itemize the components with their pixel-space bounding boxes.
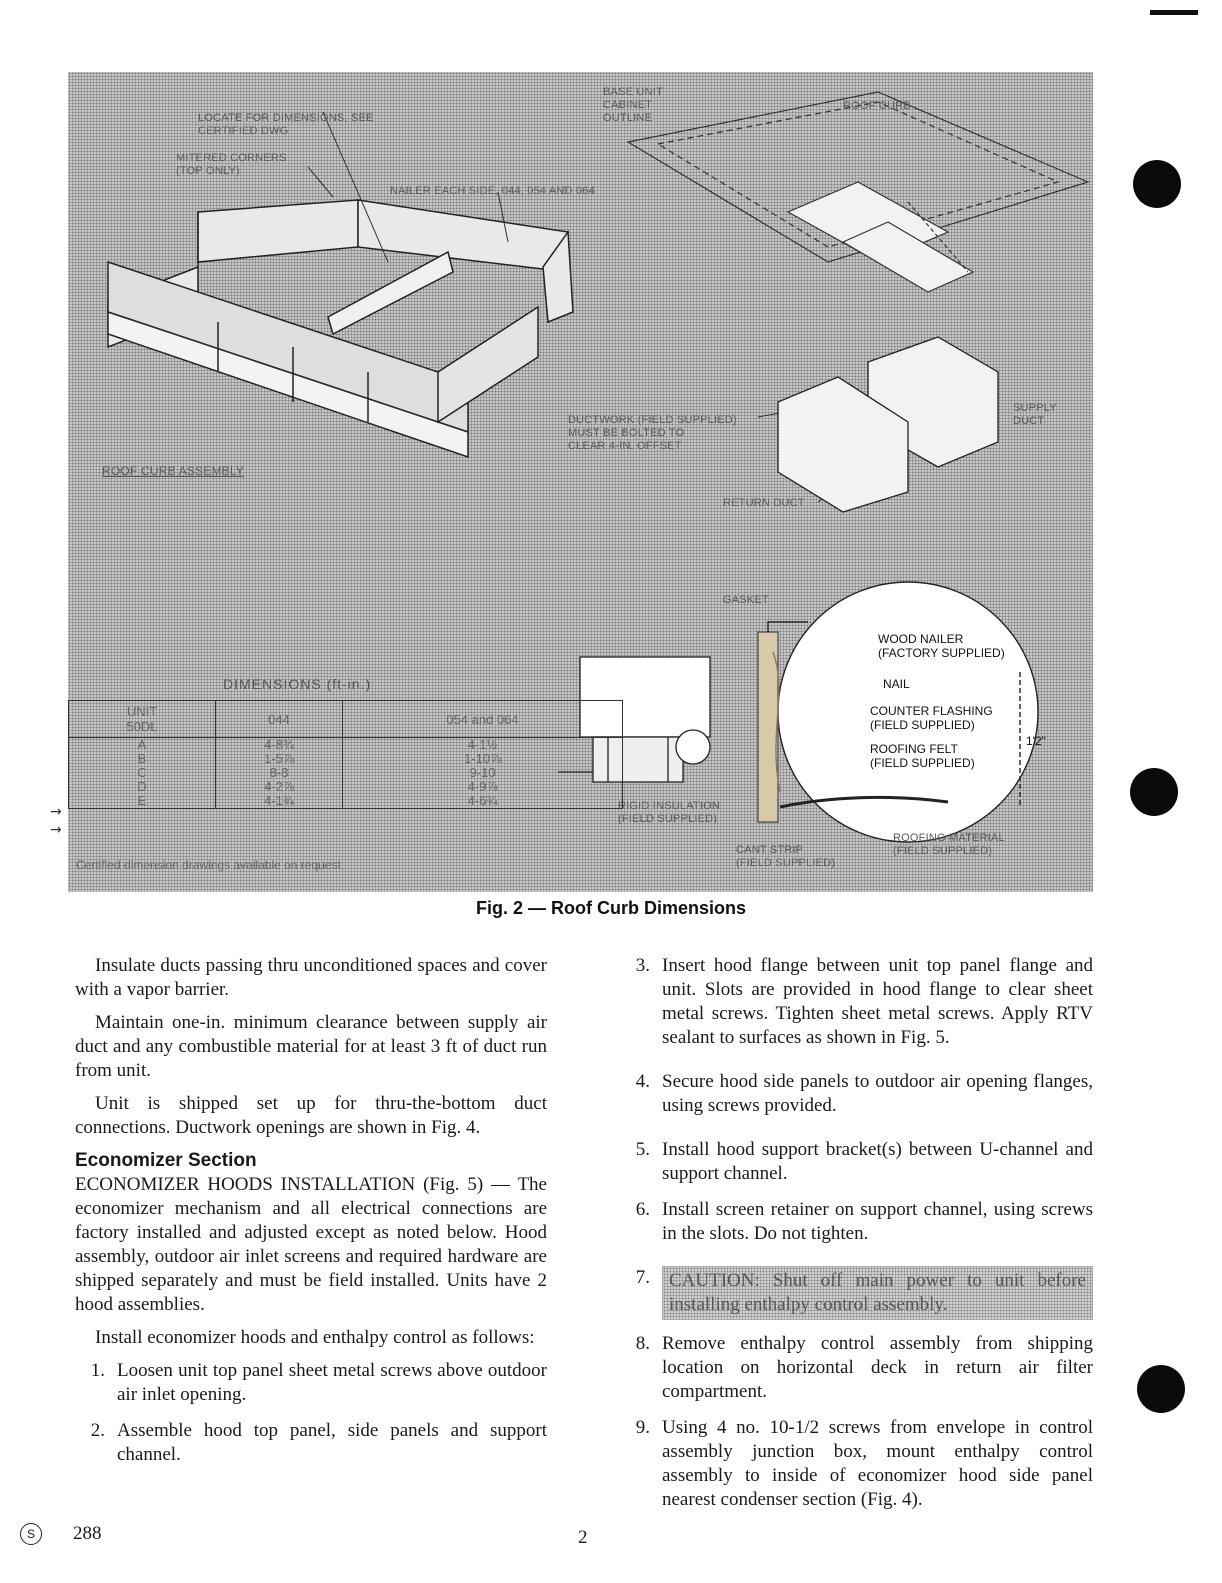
paragraph-install-intro: Install economizer hoods and enthalpy control as follows: — [95, 1327, 535, 1348]
document-number: 288 — [73, 1523, 102, 1544]
duct-drawing — [778, 337, 998, 512]
label-base-unit-cabinet: BASE UNIT CABINET OUTLINE — [603, 86, 663, 124]
step-text: Secure hood side panels to outdoor air opening flanges, using screws provided. — [662, 1071, 1093, 1116]
row-value-044: 4-2⅞ — [216, 780, 343, 794]
label-roofing-felt: ROOFING FELT (FIELD SUPPLIED) — [870, 742, 975, 770]
table-row — [69, 780, 623, 794]
table-row — [69, 738, 623, 753]
revision-arrow-icon: → — [50, 804, 62, 820]
label-ductwork-field-supplied: DUCTWORK (FIELD SUPPLIED) MUST BE BOLTED TO CLEAR 4-IN. OFFSET — [568, 414, 737, 452]
step-number: 6. — [635, 1199, 650, 1220]
label-nail: NAIL — [883, 677, 910, 691]
dimensions-table — [68, 700, 623, 809]
row-value-054-064: 1-10⅞ — [343, 752, 623, 766]
label-return-duct: RETURN DUCT — [723, 497, 805, 509]
row-label: C — [69, 766, 216, 780]
paragraph-clearance: Maintain one-in. minimum clearance between supply air duct and any combustible material for at least 3 ft of duct run from unit. — [75, 1012, 547, 1081]
figure-caption: Fig. 2 — Roof Curb Dimensions — [475, 898, 746, 918]
step-number: 5. — [635, 1139, 650, 1160]
page-number: 2 — [578, 1527, 588, 1548]
header-unit: UNIT 50DL — [69, 701, 216, 738]
roof-curb-figure — [68, 72, 1093, 892]
label-locate-dimensions: LOCATE FOR DIMENSIONS, SEE CERTIFIED DWG — [198, 112, 374, 137]
step-number: 1. — [90, 1360, 105, 1381]
table-row — [69, 794, 623, 809]
revision-arrow-icon: → — [50, 822, 62, 838]
step-text: Assemble hood top panel, side panels and support channel. — [117, 1420, 547, 1465]
list-item — [620, 1416, 1093, 1512]
label-gasket: GASKET — [723, 594, 769, 606]
dimensions-table-title: DIMENSIONS (ft-in.) — [223, 676, 372, 692]
step-text: Loosen unit top panel sheet metal screws above outdoor air inlet opening. — [117, 1360, 547, 1405]
header-044: 044 — [216, 701, 343, 738]
row-label: D — [69, 780, 216, 794]
binder-hole-icon — [1130, 768, 1178, 816]
binder-hole-icon — [1137, 1365, 1185, 1413]
step-text: Insert hood flange between unit top panel flange and unit. Slots are provided in hood flange to clear sheet metal screws. Tighten sheet metal screws. Apply RTV sealant to surfaces as shown in Fig. 5. — [662, 955, 1093, 1048]
roof-opening-outline — [628, 92, 1088, 292]
step-text: Install screen retainer on support channel, using screws in the slots. Do not tighten. — [662, 1199, 1093, 1244]
label-cant-strip: CANT STRIP (FIELD SUPPLIED) — [736, 844, 836, 869]
logo-mark-icon: S — [20, 1523, 42, 1545]
row-value-044: 8-8 — [216, 766, 343, 780]
list-item — [620, 954, 1093, 1050]
left-column — [75, 954, 547, 1479]
label-roof-curb-assembly: ROOF CURB ASSEMBLY — [102, 464, 245, 478]
table-row — [69, 766, 623, 780]
row-value-054-064: 4-1½ — [343, 738, 623, 753]
label-roof-curb: ROOF CURB — [843, 100, 911, 112]
step-text: Using 4 no. 10-1/2 screws from envelope in control assembly junction box, mount enthalpy control assembly to inside of economizer hood side panel nearest condenser section (Fig. 4). — [662, 1417, 1093, 1510]
label-mitered-corners: MITERED CORNERS (TOP ONLY) — [176, 152, 287, 177]
list-item — [620, 1138, 1093, 1186]
list-item — [620, 1198, 1093, 1246]
header-054-064: 054 and 064 — [343, 701, 623, 738]
step-number: 9. — [635, 1417, 650, 1438]
label-supply-duct: SUPPLY DUCT — [1013, 402, 1057, 427]
paragraph-duct-connections: Unit is shipped set up for thru-the-bottom duct connections. Ductwork openings are shown in Fig. 4. — [75, 1093, 547, 1138]
list-item — [75, 1359, 547, 1407]
list-item — [620, 1070, 1093, 1118]
label-height-dim: 1'2" — [1026, 734, 1046, 748]
label-wood-nailer: WOOD NAILER (FACTORY SUPPLIED) — [878, 632, 1005, 660]
step-text: Remove enthalpy control assembly from shipping location on horizontal deck in return air filter compartment. — [662, 1333, 1093, 1402]
row-value-054-064: 4-6¾ — [343, 794, 623, 809]
caution-box: CAUTION: Shut off main power to unit before installing enthalpy control assembly. — [662, 1266, 1093, 1320]
row-value-054-064: 4-9⅞ — [343, 780, 623, 794]
label-nailer-each-side: NAILER EACH SIDE, 044, 054 AND 064 — [390, 185, 595, 197]
row-label: A — [69, 738, 216, 753]
curb-assembly-drawing — [108, 200, 573, 457]
row-value-044: 1-5⅞ — [216, 752, 343, 766]
dimensions-header-row — [69, 701, 623, 738]
edge-mark — [1150, 10, 1198, 15]
row-label: E — [69, 794, 216, 809]
step-number: 7. — [635, 1267, 650, 1288]
row-value-044: 4-8¾ — [216, 738, 343, 753]
right-column — [620, 954, 1093, 1524]
row-label: B — [69, 752, 216, 766]
step-number: 8. — [635, 1333, 650, 1354]
table-row — [69, 752, 623, 766]
row-value-054-064: 9-10 — [343, 766, 623, 780]
step-number: 4. — [635, 1071, 650, 1092]
label-counter-flashing: COUNTER FLASHING (FIELD SUPPLIED) — [870, 704, 993, 732]
paragraph-insulate: Insulate ducts passing thru unconditioned spaces and cover with a vapor barrier. — [75, 955, 547, 1000]
label-rigid-insulation: RIGID INSULATION (FIELD SUPPLIED) — [618, 800, 721, 825]
list-item — [75, 1419, 547, 1467]
list-item — [620, 1332, 1093, 1404]
step-number: 3. — [635, 955, 650, 976]
step-number: 2. — [90, 1420, 105, 1441]
row-value-044: 4-1¾ — [216, 794, 343, 809]
binder-hole-icon — [1133, 160, 1181, 208]
paragraph-economizer-hoods: ECONOMIZER HOODS INSTALLATION (Fig. 5) — The economizer mechanism and all electrical connections are factory installed and adjusted except as noted below. Hood assembly, outdoor air inlet screens and required hardware are shipped separately and must be field installed. Units have 2 hood assemblies. — [75, 1174, 547, 1315]
step-text: Install hood support bracket(s) between U-channel and support channel. — [662, 1139, 1093, 1184]
list-item-caution — [620, 1266, 1093, 1320]
section-heading: Economizer Section — [75, 1150, 257, 1171]
dimensions-note: Certified dimension drawings available on request. — [76, 858, 345, 872]
label-roofing-material: ROOFING MATERIAL (FIELD SUPPLIED) — [893, 832, 1005, 857]
